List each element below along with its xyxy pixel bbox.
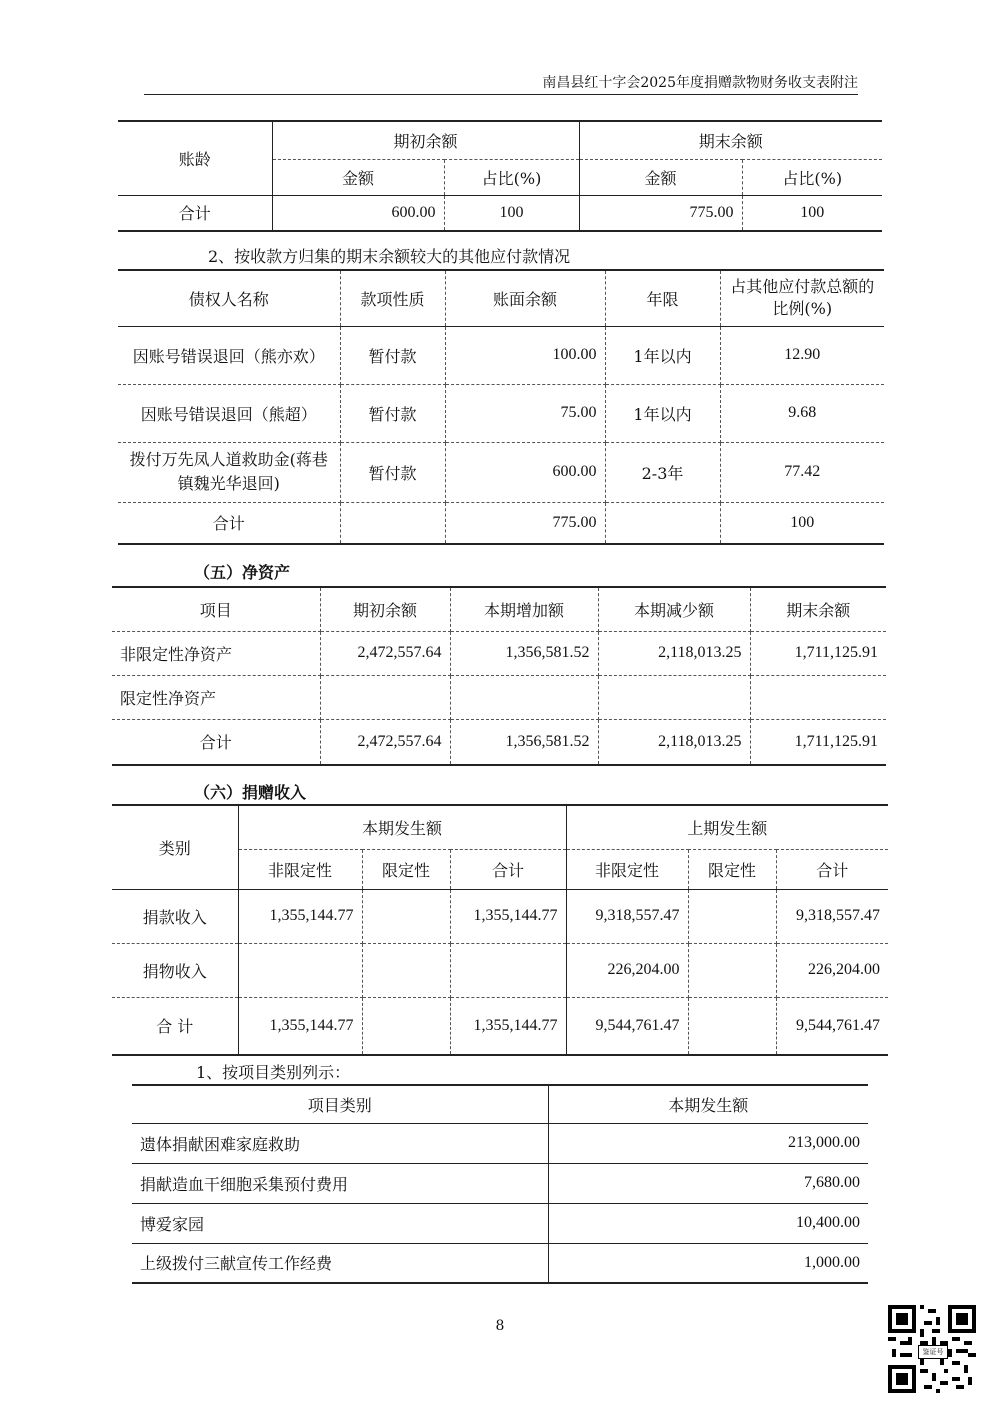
donation-cell-category: 捐物收入	[112, 943, 238, 997]
project-header-category: 项目类别	[132, 1085, 548, 1123]
net-assets-header-decrease: 本期减少额	[598, 587, 750, 631]
payables-header-ratio: 占其他应付款总额的比例(%)	[720, 270, 884, 326]
table-row	[112, 889, 888, 943]
table-row	[118, 326, 884, 384]
payables-cell-name: 因账号错误退回（熊超）	[118, 384, 340, 442]
payables-cell-name: 拨付万先凤人道救助金(蒋巷镇魏光华退回)	[118, 442, 340, 502]
donation-sub-cur-unrestricted: 非限定性	[238, 849, 362, 889]
table-row	[118, 384, 884, 442]
page-number: 8	[495, 1318, 505, 1334]
aging-sub-end-amount: 金额	[579, 159, 742, 195]
net-assets-cell-item: 非限定性净资产	[112, 631, 320, 675]
project-cell-amount: 7,680.00	[548, 1163, 868, 1203]
net-assets-cell-end: 1,711,125.91	[750, 631, 886, 675]
project-cell-amount: 213,000.00	[548, 1123, 868, 1163]
payables-header-term: 年限	[605, 270, 720, 326]
payables-cell-balance: 75.00	[445, 384, 605, 442]
net-assets-cell-item: 合计	[112, 719, 320, 765]
table-row	[112, 631, 886, 675]
payables-total-row	[118, 502, 884, 544]
payables-cell-ratio: 77.42	[720, 442, 884, 502]
net-assets-cell-begin	[320, 675, 450, 719]
payables-table	[118, 269, 884, 545]
project-cell-name: 捐献造血干细胞采集预付费用	[132, 1163, 548, 1203]
project-cell-name: 博爱家园	[132, 1203, 548, 1243]
payables-total-term	[605, 502, 720, 544]
payables-cell-nature: 暂付款	[340, 384, 445, 442]
payables-cell-nature: 暂付款	[340, 326, 445, 384]
project-cell-amount: 10,400.00	[548, 1203, 868, 1243]
donation-cell-cur-res	[362, 997, 450, 1055]
net-assets-cell-decrease	[598, 675, 750, 719]
net-assets-section-title: （五）净资产	[194, 563, 291, 582]
donation-cell-cur-unres: 1,355,144.77	[238, 889, 362, 943]
project-section-title: 1、按项目类别列示：	[196, 1063, 351, 1082]
project-cell-amount: 1,000.00	[548, 1243, 868, 1283]
net-assets-cell-end: 1,711,125.91	[750, 719, 886, 765]
net-assets-cell-end	[750, 675, 886, 719]
table-row	[112, 675, 886, 719]
net-assets-header-item: 项目	[112, 587, 320, 631]
payables-total-label: 合计	[118, 502, 340, 544]
page-header-title: 南昌县红十字会2025年度捐赠款物财务收支表附注	[542, 75, 858, 91]
table-row	[132, 1163, 868, 1203]
aging-table	[118, 120, 882, 232]
donation-cell-cur-unres: 1,355,144.77	[238, 997, 362, 1055]
aging-sub-begin-amount: 金额	[272, 159, 444, 195]
project-header-amount: 本期发生额	[548, 1085, 868, 1123]
net-assets-cell-begin: 2,472,557.64	[320, 631, 450, 675]
aging-col-end: 期末余额	[579, 121, 882, 159]
donation-cell-pri-res	[688, 997, 776, 1055]
aging-col-begin: 期初余额	[272, 121, 579, 159]
payables-total-balance: 775.00	[445, 502, 605, 544]
net-assets-cell-begin: 2,472,557.64	[320, 719, 450, 765]
donation-sub-pri-total: 合计	[776, 849, 888, 889]
donation-cell-cur-res	[362, 889, 450, 943]
donation-cell-cur-res	[362, 943, 450, 997]
donation-cell-pri-total: 226,204.00	[776, 943, 888, 997]
aging-total-end-ratio: 100	[742, 195, 882, 231]
table-row	[132, 1203, 868, 1243]
donation-cell-cur-unres	[238, 943, 362, 997]
donation-cell-pri-unres: 226,204.00	[566, 943, 688, 997]
donation-cell-category: 捐款收入	[112, 889, 238, 943]
payables-cell-term: 2-3年	[605, 442, 720, 502]
donation-cell-cur-total: 1,355,144.77	[450, 997, 566, 1055]
net-assets-header-increase: 本期增加额	[450, 587, 598, 631]
net-assets-header-end: 期末余额	[750, 587, 886, 631]
payables-cell-term: 1年以内	[605, 384, 720, 442]
net-assets-cell-increase: 1,356,581.52	[450, 719, 598, 765]
aging-col-label: 账龄	[118, 121, 272, 195]
donation-cell-pri-unres: 9,318,557.47	[566, 889, 688, 943]
net-assets-header-begin: 期初余额	[320, 587, 450, 631]
donation-cell-pri-unres: 9,544,761.47	[566, 997, 688, 1055]
payables-cell-balance: 600.00	[445, 442, 605, 502]
donation-cell-cur-total	[450, 943, 566, 997]
donation-cell-pri-res	[688, 889, 776, 943]
payables-header-balance: 账面余额	[445, 270, 605, 326]
donation-sub-pri-restricted: 限定性	[688, 849, 776, 889]
aging-total-label: 合计	[118, 195, 272, 231]
project-cell-name: 遗体捐献困难家庭救助	[132, 1123, 548, 1163]
donation-group-prior: 上期发生额	[566, 805, 888, 849]
donation-group-current: 本期发生额	[238, 805, 566, 849]
payables-cell-balance: 100.00	[445, 326, 605, 384]
net-assets-cell-increase	[450, 675, 598, 719]
net-assets-cell-decrease: 2,118,013.25	[598, 719, 750, 765]
donation-sub-cur-restricted: 限定性	[362, 849, 450, 889]
aging-total-row	[118, 195, 882, 231]
payables-header-nature: 款项性质	[340, 270, 445, 326]
donation-section-title: （六）捐赠收入	[194, 783, 307, 802]
donation-cell-pri-total: 9,318,557.47	[776, 889, 888, 943]
aging-sub-begin-ratio: 占比(%)	[444, 159, 579, 195]
net-assets-cell-increase: 1,356,581.52	[450, 631, 598, 675]
donation-sub-cur-total: 合计	[450, 849, 566, 889]
page-header	[144, 72, 858, 95]
donation-cell-pri-total: 9,544,761.47	[776, 997, 888, 1055]
aging-total-begin-amount: 600.00	[272, 195, 444, 231]
donation-sub-pri-unrestricted: 非限定性	[566, 849, 688, 889]
table-row	[118, 442, 884, 502]
project-cell-name: 上级拨付三献宣传工作经费	[132, 1243, 548, 1283]
donation-col-category: 类别	[112, 805, 238, 889]
net-assets-cell-decrease: 2,118,013.25	[598, 631, 750, 675]
table-row	[112, 719, 886, 765]
donation-table	[112, 804, 888, 1056]
aging-total-end-amount: 775.00	[579, 195, 742, 231]
net-assets-cell-item: 限定性净资产	[112, 675, 320, 719]
donation-cell-category: 合 计	[112, 997, 238, 1055]
donation-cell-pri-res	[688, 943, 776, 997]
table-row	[112, 943, 888, 997]
payables-total-nature	[340, 502, 445, 544]
payables-cell-name: 因账号错误退回（熊亦欢）	[118, 326, 340, 384]
payables-section-title: 2、按收款方归集的期末余额较大的其他应付款情况	[208, 247, 571, 266]
payables-cell-ratio: 9.68	[720, 384, 884, 442]
table-row	[132, 1243, 868, 1283]
net-assets-table	[112, 586, 886, 766]
qr-code-label: 鉴证号	[918, 1345, 948, 1359]
payables-header-name: 债权人名称	[118, 270, 340, 326]
payables-cell-nature: 暂付款	[340, 442, 445, 502]
payables-cell-ratio: 12.90	[720, 326, 884, 384]
aging-total-begin-ratio: 100	[444, 195, 579, 231]
payables-total-ratio: 100	[720, 502, 884, 544]
table-row	[112, 997, 888, 1055]
donation-cell-cur-total: 1,355,144.77	[450, 889, 566, 943]
table-row	[132, 1123, 868, 1163]
aging-sub-end-ratio: 占比(%)	[742, 159, 882, 195]
project-table	[132, 1084, 868, 1284]
payables-cell-term: 1年以内	[605, 326, 720, 384]
